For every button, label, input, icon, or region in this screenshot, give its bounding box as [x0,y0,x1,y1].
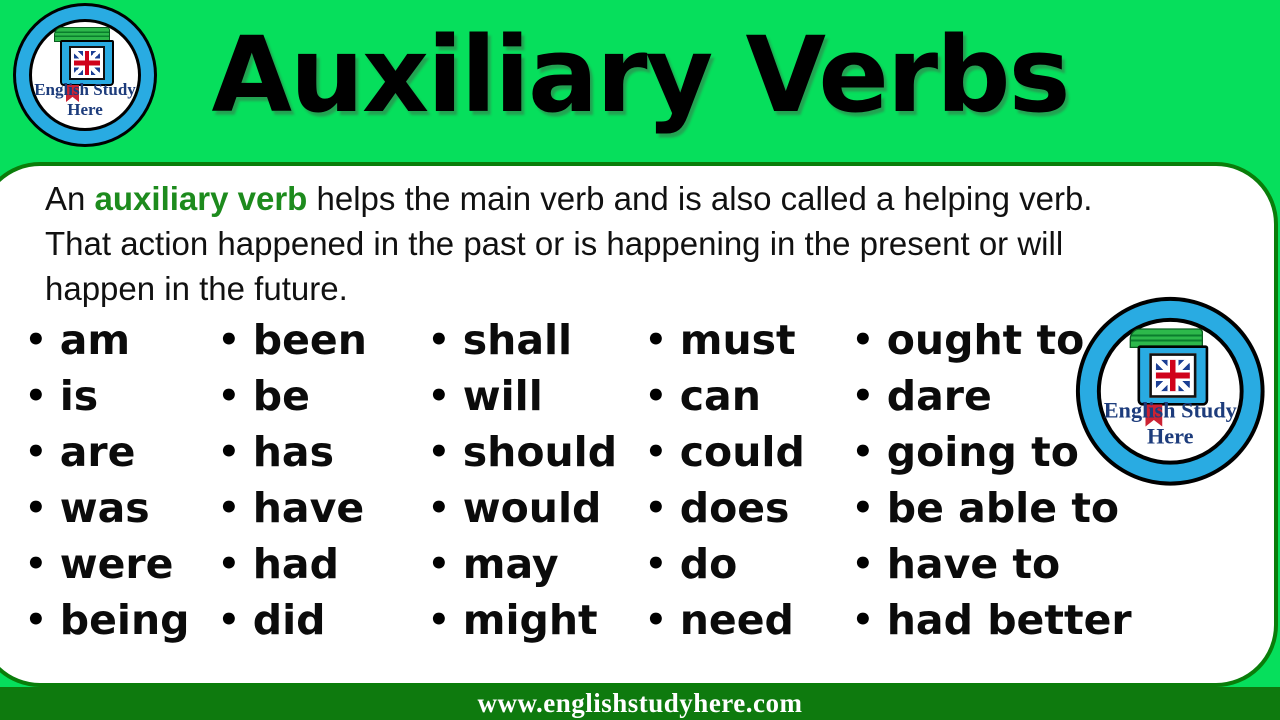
bullet-icon: • [428,544,450,584]
definition-line-1-rest: helps the main verb and is also called a helping verb. [307,180,1093,217]
verb-item [645,368,852,424]
logo-text-line-2: Here [1146,424,1194,449]
bullet-icon: • [852,488,874,528]
verb-item [852,592,1274,648]
logo-text [32,80,138,120]
verb-label: have [252,484,365,532]
verb-column [25,312,218,648]
verb-label: should [462,428,618,476]
logo-text [1101,398,1240,450]
bullet-icon: • [645,320,667,360]
verb-item [645,592,852,648]
book-label-icon [1149,353,1196,398]
bullet-icon: • [428,376,450,416]
bullet-icon: • [25,544,47,584]
verb-label: are [59,428,136,476]
verb-item [25,480,218,536]
verb-item [25,312,218,368]
bullet-icon: • [852,320,874,360]
verb-item [852,536,1274,592]
verb-label: need [679,596,794,644]
verb-label: shall [462,316,573,364]
verb-item [645,536,852,592]
verb-column [645,312,852,648]
verb-item [218,368,428,424]
verb-item [25,592,218,648]
verb-item [645,424,852,480]
bullet-icon: • [218,376,240,416]
verb-item [645,480,852,536]
logo-text-line-1: English Study [1103,397,1237,423]
verb-label: will [462,372,543,420]
verb-label: been [252,316,367,364]
verb-item [25,536,218,592]
verb-label: being [59,596,190,644]
bullet-icon: • [852,376,874,416]
bullet-icon: • [645,600,667,640]
bullet-icon: • [428,432,450,472]
verb-label: dare [886,372,992,420]
verb-label: was [59,484,150,532]
website-url: www.englishstudyhere.com [477,688,803,718]
definition-prefix: An [45,180,95,217]
bullet-icon: • [25,320,47,360]
verb-item [218,312,428,368]
bullet-icon: • [852,544,874,584]
page-title: Auxiliary Verbs [211,14,1069,136]
bullet-icon: • [645,376,667,416]
book-label-icon [69,46,105,80]
verb-label: must [679,316,796,364]
logo-circle [29,19,141,131]
bullet-icon: • [645,544,667,584]
verb-item [25,424,218,480]
logo-text-line-1: English Study [34,80,136,99]
verb-label: would [462,484,602,532]
definition-line-1 [45,176,1255,221]
verb-item [218,536,428,592]
verb-label: did [252,596,326,644]
verb-label: have to [886,540,1061,588]
bullet-icon: • [25,488,47,528]
verb-label: is [59,372,99,420]
verb-item [218,592,428,648]
bullet-icon: • [218,600,240,640]
uk-flag-icon [1156,360,1190,391]
verb-label: going to [886,428,1079,476]
verb-label: has [252,428,334,476]
definition-line-2: That action happened in the past or is happening in the present or will [45,225,1064,262]
verb-label: ought to [886,316,1085,364]
bullet-icon: • [645,488,667,528]
bullet-icon: • [852,600,874,640]
verb-item [218,480,428,536]
definition-line-3: happen in the future. [45,270,348,307]
verb-label: had better [886,596,1132,644]
verb-item [25,368,218,424]
highlighted-term: auxiliary verb [94,180,308,217]
verb-label: could [679,428,805,476]
verb-item [428,368,645,424]
verb-item [428,592,645,648]
bullet-icon: • [25,432,47,472]
bullet-icon: • [428,488,450,528]
verb-label: does [679,484,790,532]
bullet-icon: • [25,376,47,416]
book-cover-icon [1138,345,1209,405]
verb-column [218,312,428,648]
bullet-icon: • [852,432,874,472]
verb-label: were [59,540,174,588]
verb-item [428,424,645,480]
logo-circle [1097,318,1244,465]
verb-item [428,536,645,592]
verb-label: may [462,540,559,588]
verb-label: do [679,540,738,588]
verb-label: am [59,316,131,364]
verb-label: might [462,596,598,644]
verb-item [428,480,645,536]
logo-badge-right [1072,293,1276,497]
uk-flag-icon [74,51,100,75]
verb-label: can [679,372,761,420]
bullet-icon: • [218,488,240,528]
logo-text-line-2: Here [67,100,103,119]
verb-label: be able to [886,484,1120,532]
verb-item [428,312,645,368]
verb-item [218,424,428,480]
bullet-icon: • [218,544,240,584]
bullet-icon: • [428,320,450,360]
bullet-icon: • [218,432,240,472]
definition-paragraph [45,176,1255,311]
verb-label: be [252,372,310,420]
bullet-icon: • [25,600,47,640]
bullet-icon: • [218,320,240,360]
verb-item [645,312,852,368]
bullet-icon: • [645,432,667,472]
bullet-icon: • [428,600,450,640]
verb-label: had [252,540,339,588]
verb-column [428,312,645,648]
footer-bar [0,687,1280,720]
logo-badge-top-left [10,0,166,156]
